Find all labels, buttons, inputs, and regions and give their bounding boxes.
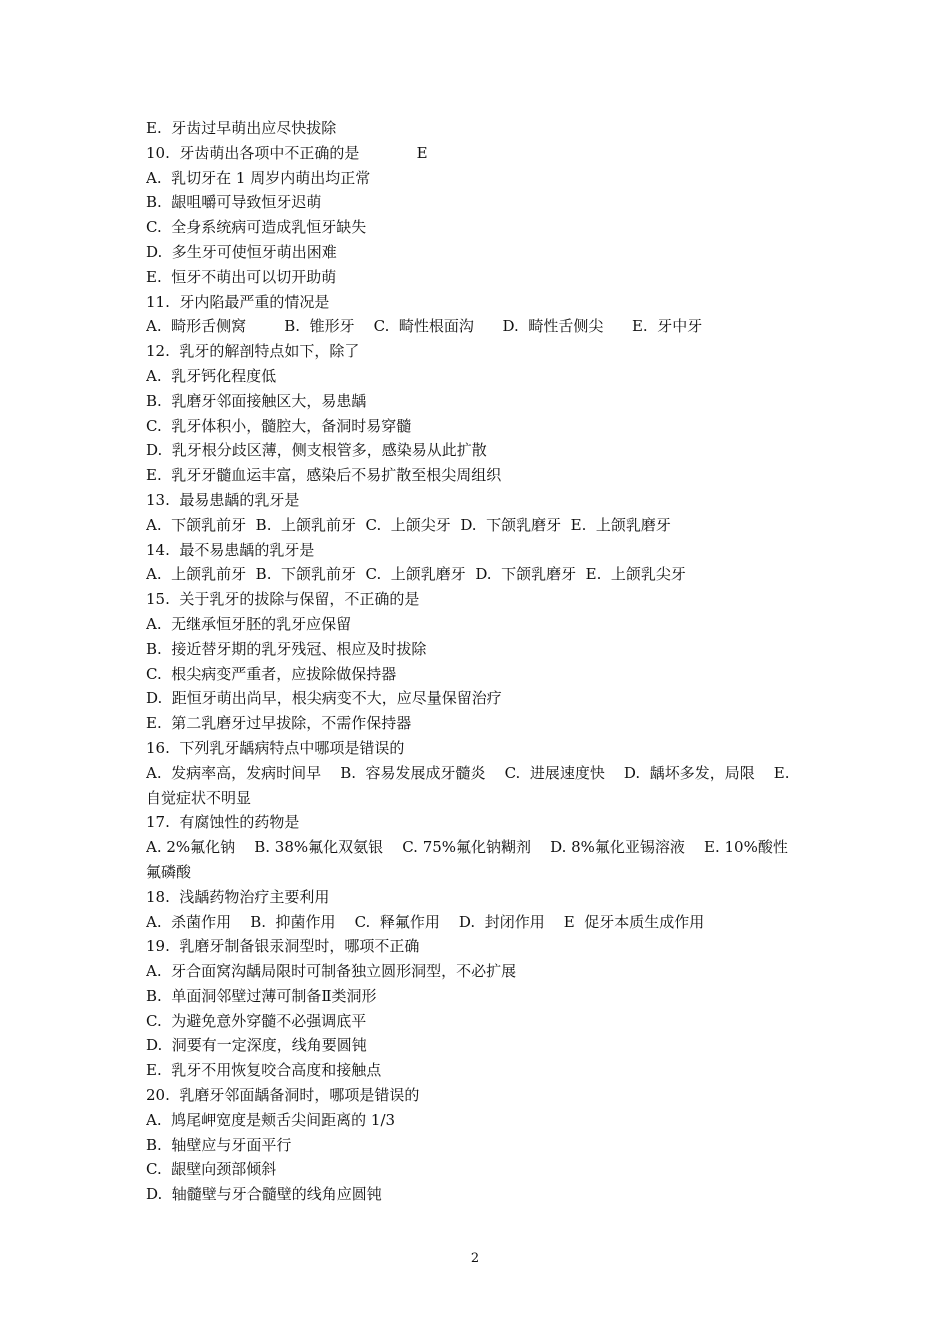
text-line: B. 龈咀嚼可导致恒牙迟萌 [146, 193, 322, 212]
text-line: C. 全身系统病可造成乳恒牙缺失 [146, 218, 367, 237]
question-17: 17. 有腐蚀性的药物是 [146, 813, 300, 832]
text-line: B. 单面洞邻壁过薄可制备Ⅱ类洞形 [146, 986, 377, 1005]
text-line: C. 根尖病变严重者，应拔除做保持器 [146, 664, 397, 683]
question-15: 15. 关于乳牙的拔除与保留，不正确的是 [146, 590, 420, 609]
text-line: D. 多生牙可使恒牙萌出困难 [146, 242, 337, 261]
text-line: A. 下颌乳前牙 B. 上颌乳前牙 C. 上颌尖牙 D. 下颌乳磨牙 E. 上颌乳磨牙 [146, 515, 671, 534]
question-11: 11. 牙内陷最严重的情况是 [146, 292, 330, 311]
text-line: A. 2%氟化钠 B. 38%氟化双氨银 C. 75%氟化钠糊剂 D. 8%氟化亚锡溶液 E. 10%酸性 [146, 838, 788, 857]
text-line: B. 接近替牙期的乳牙残冠、根应及时拔除 [146, 639, 427, 658]
text-line: B. 乳磨牙邻面接触区大，易患龋 [146, 391, 367, 410]
text-line: C. 乳牙体积小，髓腔大，备洞时易穿髓 [146, 416, 412, 435]
question-10: 10. 牙齿萌出各项中不正确的是 E [146, 143, 428, 162]
page-content [146, 116, 826, 1207]
text-line: D. 距恒牙萌出尚早，根尖病变不大，应尽量保留治疗 [146, 689, 502, 708]
text-line: A. 上颌乳前牙 B. 下颌乳前牙 C. 上颌乳磨牙 D. 下颌乳磨牙 E. 上颌乳尖牙 [146, 565, 686, 584]
question-19: 19. 乳磨牙制备银汞洞型时，哪项不正确 [146, 937, 420, 956]
text-line: D. 乳牙根分歧区薄，侧支根管多，感染易从此扩散 [146, 441, 487, 460]
text-line: E. 牙齿过早萌出应尽快拔除 [146, 119, 337, 137]
text-line: A. 牙合面窝沟龋局限时可制备独立圆形洞型，不必扩展 [146, 962, 517, 981]
text-line: A. 乳牙钙化程度低 [146, 366, 277, 385]
question-18: 18. 浅龋药物治疗主要利用 [146, 887, 330, 906]
text-line: D. 洞要有一定深度，线角要圆钝 [146, 1036, 367, 1055]
text-line: B. 轴壁应与牙面平行 [146, 1135, 292, 1154]
text-line: A. 发病率高，发病时间早 B. 容易发展成牙髓炎 C. 进展速度快 D. 龋坏多发，局限 E. [146, 763, 790, 782]
question-14: 14. 最不易患龋的乳牙是 [146, 540, 315, 559]
text-line: C. 为避免意外穿髓不必强调底平 [146, 1011, 367, 1030]
text-line: A. 无继承恒牙胚的乳牙应保留 [146, 614, 352, 633]
question-12: 12. 乳牙的解剖特点如下，除了 [146, 342, 360, 361]
page-number: 2 [470, 1251, 480, 1266]
text-line: E. 恒牙不萌出可以切开助萌 [146, 267, 337, 286]
text-line: D. 轴髓壁与牙合髓壁的线角应圆钝 [146, 1185, 382, 1204]
text-line: E. 乳牙不用恢复咬合高度和接触点 [146, 1061, 382, 1080]
text-line: 自觉症状不明显 [146, 788, 252, 807]
question-20: 20. 乳磨牙邻面龋备洞时，哪项是错误的 [146, 1086, 420, 1105]
text-line: C. 龈壁向颈部倾斜 [146, 1160, 277, 1179]
text-line: A. 鸠尾岬宽度是颊舌尖间距离的 1/3 [146, 1110, 396, 1129]
question-16: 16. 下列乳牙龋病特点中哪项是错误的 [146, 738, 405, 757]
text-line: A. 杀菌作用 B. 抑菌作用 C. 释氟作用 D. 封闭作用 E 促牙本质生成作用 [146, 912, 705, 931]
text-line: E. 乳牙牙髓血运丰富，感染后不易扩散至根尖周组织 [146, 466, 502, 485]
question-13: 13. 最易患龋的乳牙是 [146, 490, 300, 509]
text-line: A. 畸形舌侧窝 B. 锥形牙 C. 畸性根面沟 D. 畸性舌侧尖 E. 牙中牙 [146, 317, 703, 336]
text-line: 氟磷酸 [146, 862, 192, 881]
text-line: A. 乳切牙在 1 周岁内萌出均正常 [146, 168, 371, 187]
text-line: E. 第二乳磨牙过早拔除，不需作保持器 [146, 714, 412, 733]
